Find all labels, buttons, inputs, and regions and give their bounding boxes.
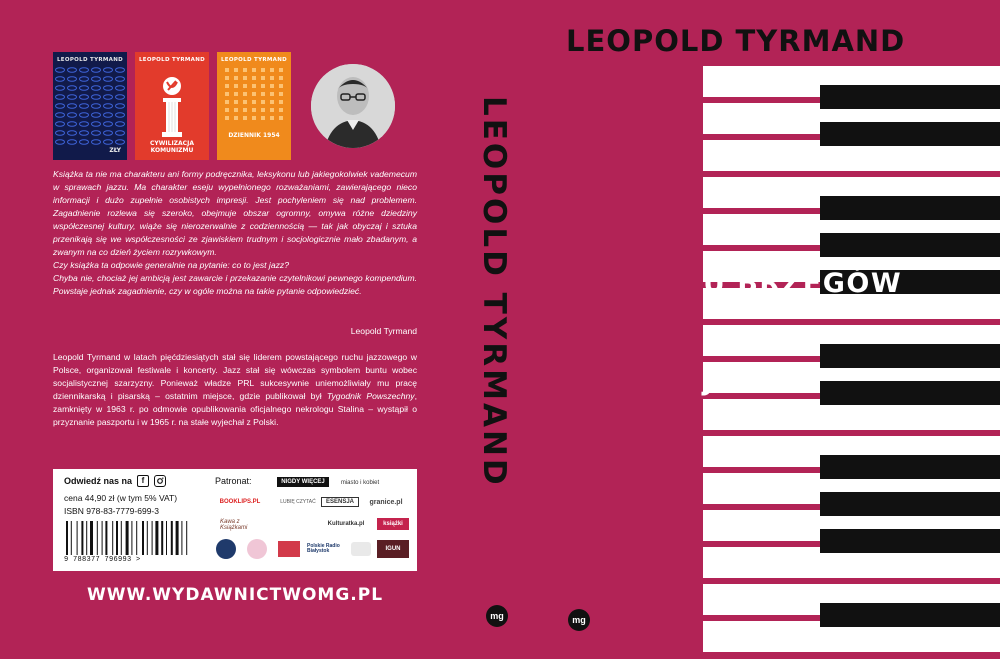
bio-text-part: , zamknięty w 1963 r. po odmowie opublikowania oficjalnego nekrologu Stalina – wystąpił o przyznanie paszportu i w 1965 r. na stałe wyjechał z Polski. [53,391,417,427]
publisher-logo: mg [486,605,508,627]
piano-black-key [820,196,1000,220]
piano-black-key [820,344,1000,368]
piano-black-key [820,492,1000,516]
description-signature: Leopold Tyrmand [350,326,417,336]
author-portrait [311,64,395,148]
patronat-label: Patronat: [215,476,252,486]
book-title-line: U BRZEGÓW [703,268,903,299]
book-title: DZIENNIK 1954 [228,132,280,139]
visit-label: Odwiedź nas na [64,476,133,486]
piano-black-key [820,455,1000,479]
patron-logo: IGUN [377,540,409,558]
book-author: LEOPOLD TYRMAND [57,57,123,63]
patron-logo: książki [377,518,409,530]
piano-black-key [820,603,1000,627]
book-title: ZŁY [109,147,121,154]
instagram-icon[interactable] [154,475,166,487]
patron-logo: Kulturatka.pl [327,521,365,527]
calendar-grid-graphic [217,52,291,160]
related-book-zly [53,52,127,160]
piano-black-key [820,233,1000,257]
description-paragraph: Chyba nie, chociaż jej ambicją jest zawarcie i przekazanie czytelnikowi pewnego kompendium. Powstaje jednak zagadnienie, czy w ogóle można na takie pytanie odpowiedzieć. [53,273,417,296]
related-book-cywilizacja [135,52,209,160]
front-author: LEOPOLD TYRMAND [566,24,906,58]
eye-pattern-graphic [53,52,127,160]
patron-logo-badge [216,539,236,559]
publisher-logo: mg [568,609,590,631]
facebook-icon[interactable]: f [137,475,149,487]
patron-logo-badge [351,542,371,556]
barcode [64,521,206,555]
piano-black-key [820,85,1000,109]
patron-logo: BOOKLIPS.PL [219,499,261,505]
patron-logo: NIGDY WIĘCEJ [277,477,329,487]
publisher-info-box [53,469,417,571]
piano-keys-graphic [703,66,1000,659]
patron-logo: miasto i kobiet [340,480,380,486]
patron-logo: LUBIĘ CZYTAĆ [280,498,316,505]
bio-italic-title: Tygodnik Powszechny [326,391,415,401]
patron-logo-badge [247,539,267,559]
book-description [53,168,417,298]
bio-text-part: Leopold Tyrmand w latach pięćdziesiątych stał się liderem powstającego ruchu jazzowego w Polsce, organizował festiwale i koncerty. Jazz stał się wówczas symbolem buntu wobec socjalistycznej szarzyzny. Ponieważ władze PRL sukcesywnie uniemożliwiały mu pracę dziennikarską i pisarską – ostatnim miejsce, gdzie publikował był [53,352,417,401]
description-paragraph: Książka ta nie ma charakteru ani formy podręcznika, leksykonu lub jakiegokolwiek vademecum w sprawach jazzu. Ma charakter eseju wypełnionego rozważaniami, zawierającego nieco informacji i dużo zupełnie osobistych impresji. Jest pochyleniem się nad problemem. Zagadnienie rozlewa się szeroko, obejmuje obszar ogromny, omywa różne dziedziny współczesnej kultury, wiąże się nierozerwalnie z codziennością — tak jak obyczaj i sztuka przenikają się we współczesności ze zjawiskiem trudnym i socjologicznie mało zbadanym, a zwanym na co dzień życiem rozrywkowym. [53,169,417,257]
isbn-text: ISBN 978-83-7779-699-3 [64,506,159,516]
book-author: LEOPOLD TYRMAND [139,57,205,63]
piano-black-key [820,381,1000,405]
patron-logo-badge [278,541,300,557]
patron-logo: ESENSJA [321,497,359,507]
patron-logo: granice.pl [369,498,403,506]
barcode-digits: 9 788377 796993 > [64,556,141,564]
related-book-dziennik [217,52,291,160]
piano-black-key [820,529,1000,553]
patron-logo: Polskie Radio Białystok [307,543,340,554]
book-title-line: JAZZU [703,366,803,397]
publisher-website[interactable]: WWW.WYDAWNICTWOMG.PL [86,585,384,605]
patron-logo: Kawa z Książkami [220,519,248,531]
author-bio [53,351,417,429]
piano-black-key [820,122,1000,146]
book-author: LEOPOLD TYRMAND [221,57,287,63]
description-paragraph: Czy książka ta odpowie generalnie na pytanie: co to jest jazz? [53,260,289,270]
price-text: cena 44,90 zł (w tym 5% VAT) [64,493,178,503]
book-title: CYWILIZACJA KOMUNIZMU [150,140,194,154]
spine-title: LEOPOLD TYRMAND [476,96,512,488]
